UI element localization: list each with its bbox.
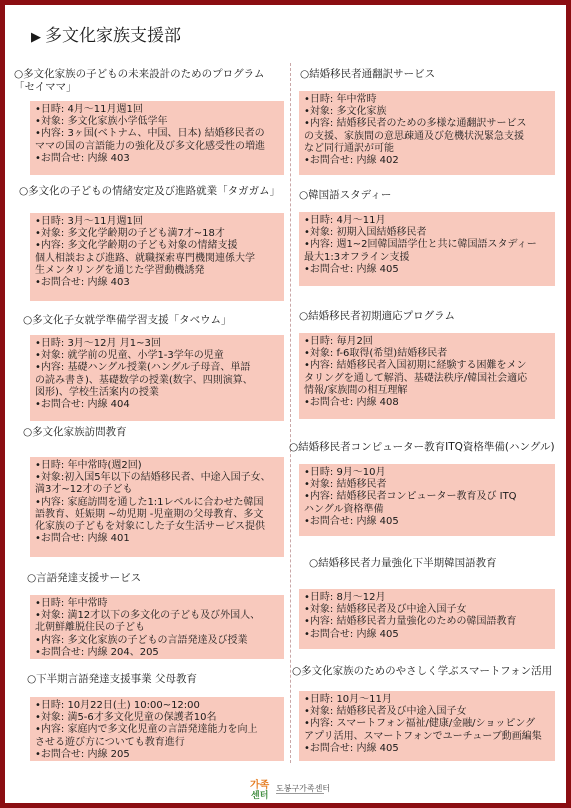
section-title-visit-education: ○多文化家族訪問教育 [23,426,127,438]
logo-underline [276,793,324,794]
center-name: 도봉구가족센터 [276,783,331,793]
section-title-korean-study: ○韓国語スタディー [299,189,392,201]
section-box-tagagam: •日時: 3月～11月週1回 •対象: 多文化学齢期の子ども満7才~18才 •内容: 多文化学齢期の子ども対象の情緒支援 個人相談および進路、就職探索専門機関連係大学 生メンタリングを通じた学習動機誘発 •お問合せ: 内線 403 [30,213,284,301]
section-title-smartphone: ○多文化家族のためのやさしく学ぶスマートフォン活用 [292,665,553,677]
flyer-page [5,5,566,803]
page-title-text: 多文化家族支援部 [45,26,181,46]
section-title-parent-education: ○下半期言語発達支援事業 父母教育 [27,673,197,685]
section-box-korean-capacity: •日時: 8月～12月 •対象: 結婚移民者及び中途入国子女 •内容: 結婚移民者力量強化のための韓国語教育 •お問合せ: 内線 405 [299,589,555,649]
section-title-seimama: ○多文化家族の子どもの未来設計のためのプログラム 「セイママ」 [14,68,265,93]
section-box-seimama: •日時: 4月～11月週1回 •対象: 多文化家族小学低学年 •内容: 3ヶ国(ベトナム、中国、日本) 結婚移民者の ママの国の言語能力の強化及び多文化感受性の増進 •お問合せ: 内線 403 [30,101,284,175]
section-title-computer-education: ○結婚移民者コンピューター教育ITQ資格準備(ハングル) [289,441,555,453]
section-box-computer-education: •日時: 9月～10月 •対象: 結婚移民者 •内容: 結婚移民者コンピューター教育及び ITQ ハングル資格準備 •お問合せ: 内線 405 [299,464,555,536]
section-box-parent-education: •日時: 10月22日(土) 10:00~12:00 •対象: 満5-6才多文化児童の保護者10名 •内容: 家庭内で多文化児童の言語発達能力を向上 させる遊び方についても教育進行 •お問合せ: 内線 205 [30,697,284,761]
section-box-initial-adaptation: •日時: 毎月2回 •対象: f-6取得(希望)結婚移民者 •内容: 結婚移民者入国初期に経験する困難をメン タリングを通して解消、基礎法秩序/韓国社会適応 情報/家族間の相互理解 •お問合せ: 内線 408 [299,333,555,419]
section-box-visit-education: •日時: 年中常時(週2回) •対象:初入国5年以下の結婚移民者、中途入国子女、 満3才~12才の子ども •内容: 家庭訪問を通した1:1レベルに合わせた韓国 語教育、妊娠期 ~幼児期 -児童期の父母教育、多文 化家族の子どもを対象にした子女生活サービス提供 •お問合せ: 内線 401 [30,457,284,557]
section-box-korean-study: •日時: 4月～11月 •対象: 初期入国結婚移民者 •内容: 週1~2回韓国語学仕と共に韓国語スタディー 最大1:3オフライン支援 •お問合せ: 内線 405 [299,212,555,286]
section-title-language-support: ○言語発達支援サービス [27,572,142,584]
section-title-tagagam: ○多文化の子どもの情緒安定及び進路就業「タガガム」 [19,185,281,197]
center-logo [250,775,330,801]
page-title [31,21,181,46]
play-triangle-icon: ▶ [31,30,41,45]
section-title-interpretation: ○結婚移民者通翻訳サービス [300,68,436,80]
column-divider [290,63,291,763]
section-box-tabeum: •日時: 3月～12月 月1~3回 •対象: 就学前の児童、小学1-3学年の児童 •内容: 基礎ハングル授業(ハングル子母音、単語 の読み書き)、基礎数学の授業(数字、四則演算、 図形)、学校生活案内の授業 •お問合せ: 内線 404 [30,335,284,421]
family-center-logo-icon: 가족 센터 [250,780,270,801]
section-box-smartphone: •日時: 10月～11月 •対象: 結婚移民者及び中途入国子女 •内容: スマートフォン福祉/健康/金融/ショッピング アプリ活用、スマートフォンでユーチューブ動画編集 •お問合せ: 内線 405 [299,691,555,761]
section-box-language-support: •日時: 年中常時 •対象: 満12才以下の多文化の子ども及び外国人、 北朝鮮離脱住民の子ども •内容: 多文化家族の子どもの言語発達及び授業 •お問合せ: 内線 204、205 [30,595,284,659]
section-title-korean-capacity: ○結婚移民者力量強化下半期韓国語教育 [309,557,497,569]
section-box-interpretation: •日時: 年中常時 •対象: 多文化家族 •内容: 結婚移民者のための多様な通翻訳サービス の支援、家族間の意思疎通及び危機状況緊急支援 など同行通訳が可能 •お問合せ: 内線 402 [299,91,555,175]
section-title-tabeum: ○多文化子女就学準備学習支援「タベウム」 [23,314,232,326]
section-title-initial-adaptation: ○結婚移民者初期適応プログラム [299,310,456,322]
